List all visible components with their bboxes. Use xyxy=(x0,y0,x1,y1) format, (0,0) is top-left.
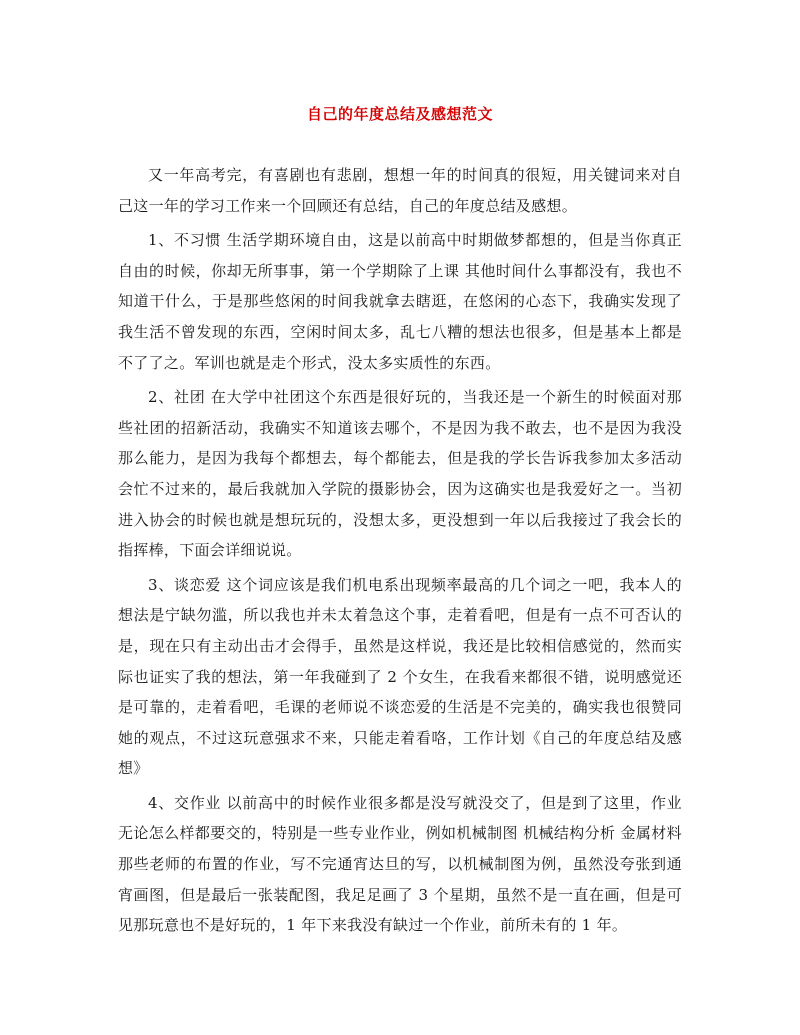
paragraph-2-clubs: 2、社团 在大学中社团这个东西是很好玩的，当我还是一个新生的时候面对那些社团的招新活动，我确实不知道该去哪个，不是因为我不敢去，也不是因为我没那么能力，是因为我每个都想去，每个都能去，但是我的学长告诉我参加太多活动会忙不过来的，最后我就加入学院的摄影协会，因为这确实也是我爱好之一。当初进入协会的时候也就是想玩玩的，没想太多，更没想到一年以后我接过了我会长的指挥棒，下面会详细说说。 xyxy=(118,388,682,560)
document-body xyxy=(118,160,682,945)
paragraph-1-unaccustomed: 1、不习惯 生活学期环境自由，这是以前高中时期做梦都想的，但是当你真正自由的时候，你却无所事事，第一个学期除了上课 其他时间什么事都没有，我也不知道干什么，于是那些悠闲的时间我就拿去瞎逛，在悠闲的心态下，我确实发现了我生活不曾发现的东西，空闲时间太多，乱七八糟的想法也很多，但是基本上都是不了了之。军训也就是走个形式，没太多实质性的东西。 xyxy=(118,231,682,372)
paragraph-3-dating: 3、谈恋爱 这个词应该是我们机电系出现频率最高的几个词之一吧，我本人的想法是宁缺勿滥，所以我也并未太着急这个事，走着看吧，但是有一点不可否认的是，现在只有主动出击才会得手，虽然是这样说，我还是比较相信感觉的，然而实际也证实了我的想法，第一年我碰到了 2 个女生，在我看来都很不错，说明感觉还是可靠的，走着看吧，毛课的老师说不谈恋爱的生活是不完美的，确实我也很赞同她的观点，不过这玩意强求不来，只能走着看咯，工作计划《自己的年度总结及感想》 xyxy=(118,575,682,778)
paragraph-intro: 又一年高考完，有喜剧也有悲剧，想想一年的时间真的很短，用关键词来对自己这一年的学习工作来一个回顾还有总结，自己的年度总结及感想。 xyxy=(118,166,682,215)
document-title: 自己的年度总结及感想范文 xyxy=(306,105,493,123)
paragraph-4-homework: 4、交作业 以前高中的时候作业很多都是没写就没交了，但是到了这里，作业无论怎么样都要交的，特别是一些专业作业，例如机械制图 机械结构分析 金属材料那些老师的布置的作业，写不完通宵达旦的写，以机械制图为例，虽然没夸张到通宵画图，但是最后一张装配图，我足足画了 3 个星期，虽然不是一直在画，但是可见那玩意也不是好玩的，1 年下来我没有缺过一个作业，前所未有的 1 年。 xyxy=(118,793,682,935)
